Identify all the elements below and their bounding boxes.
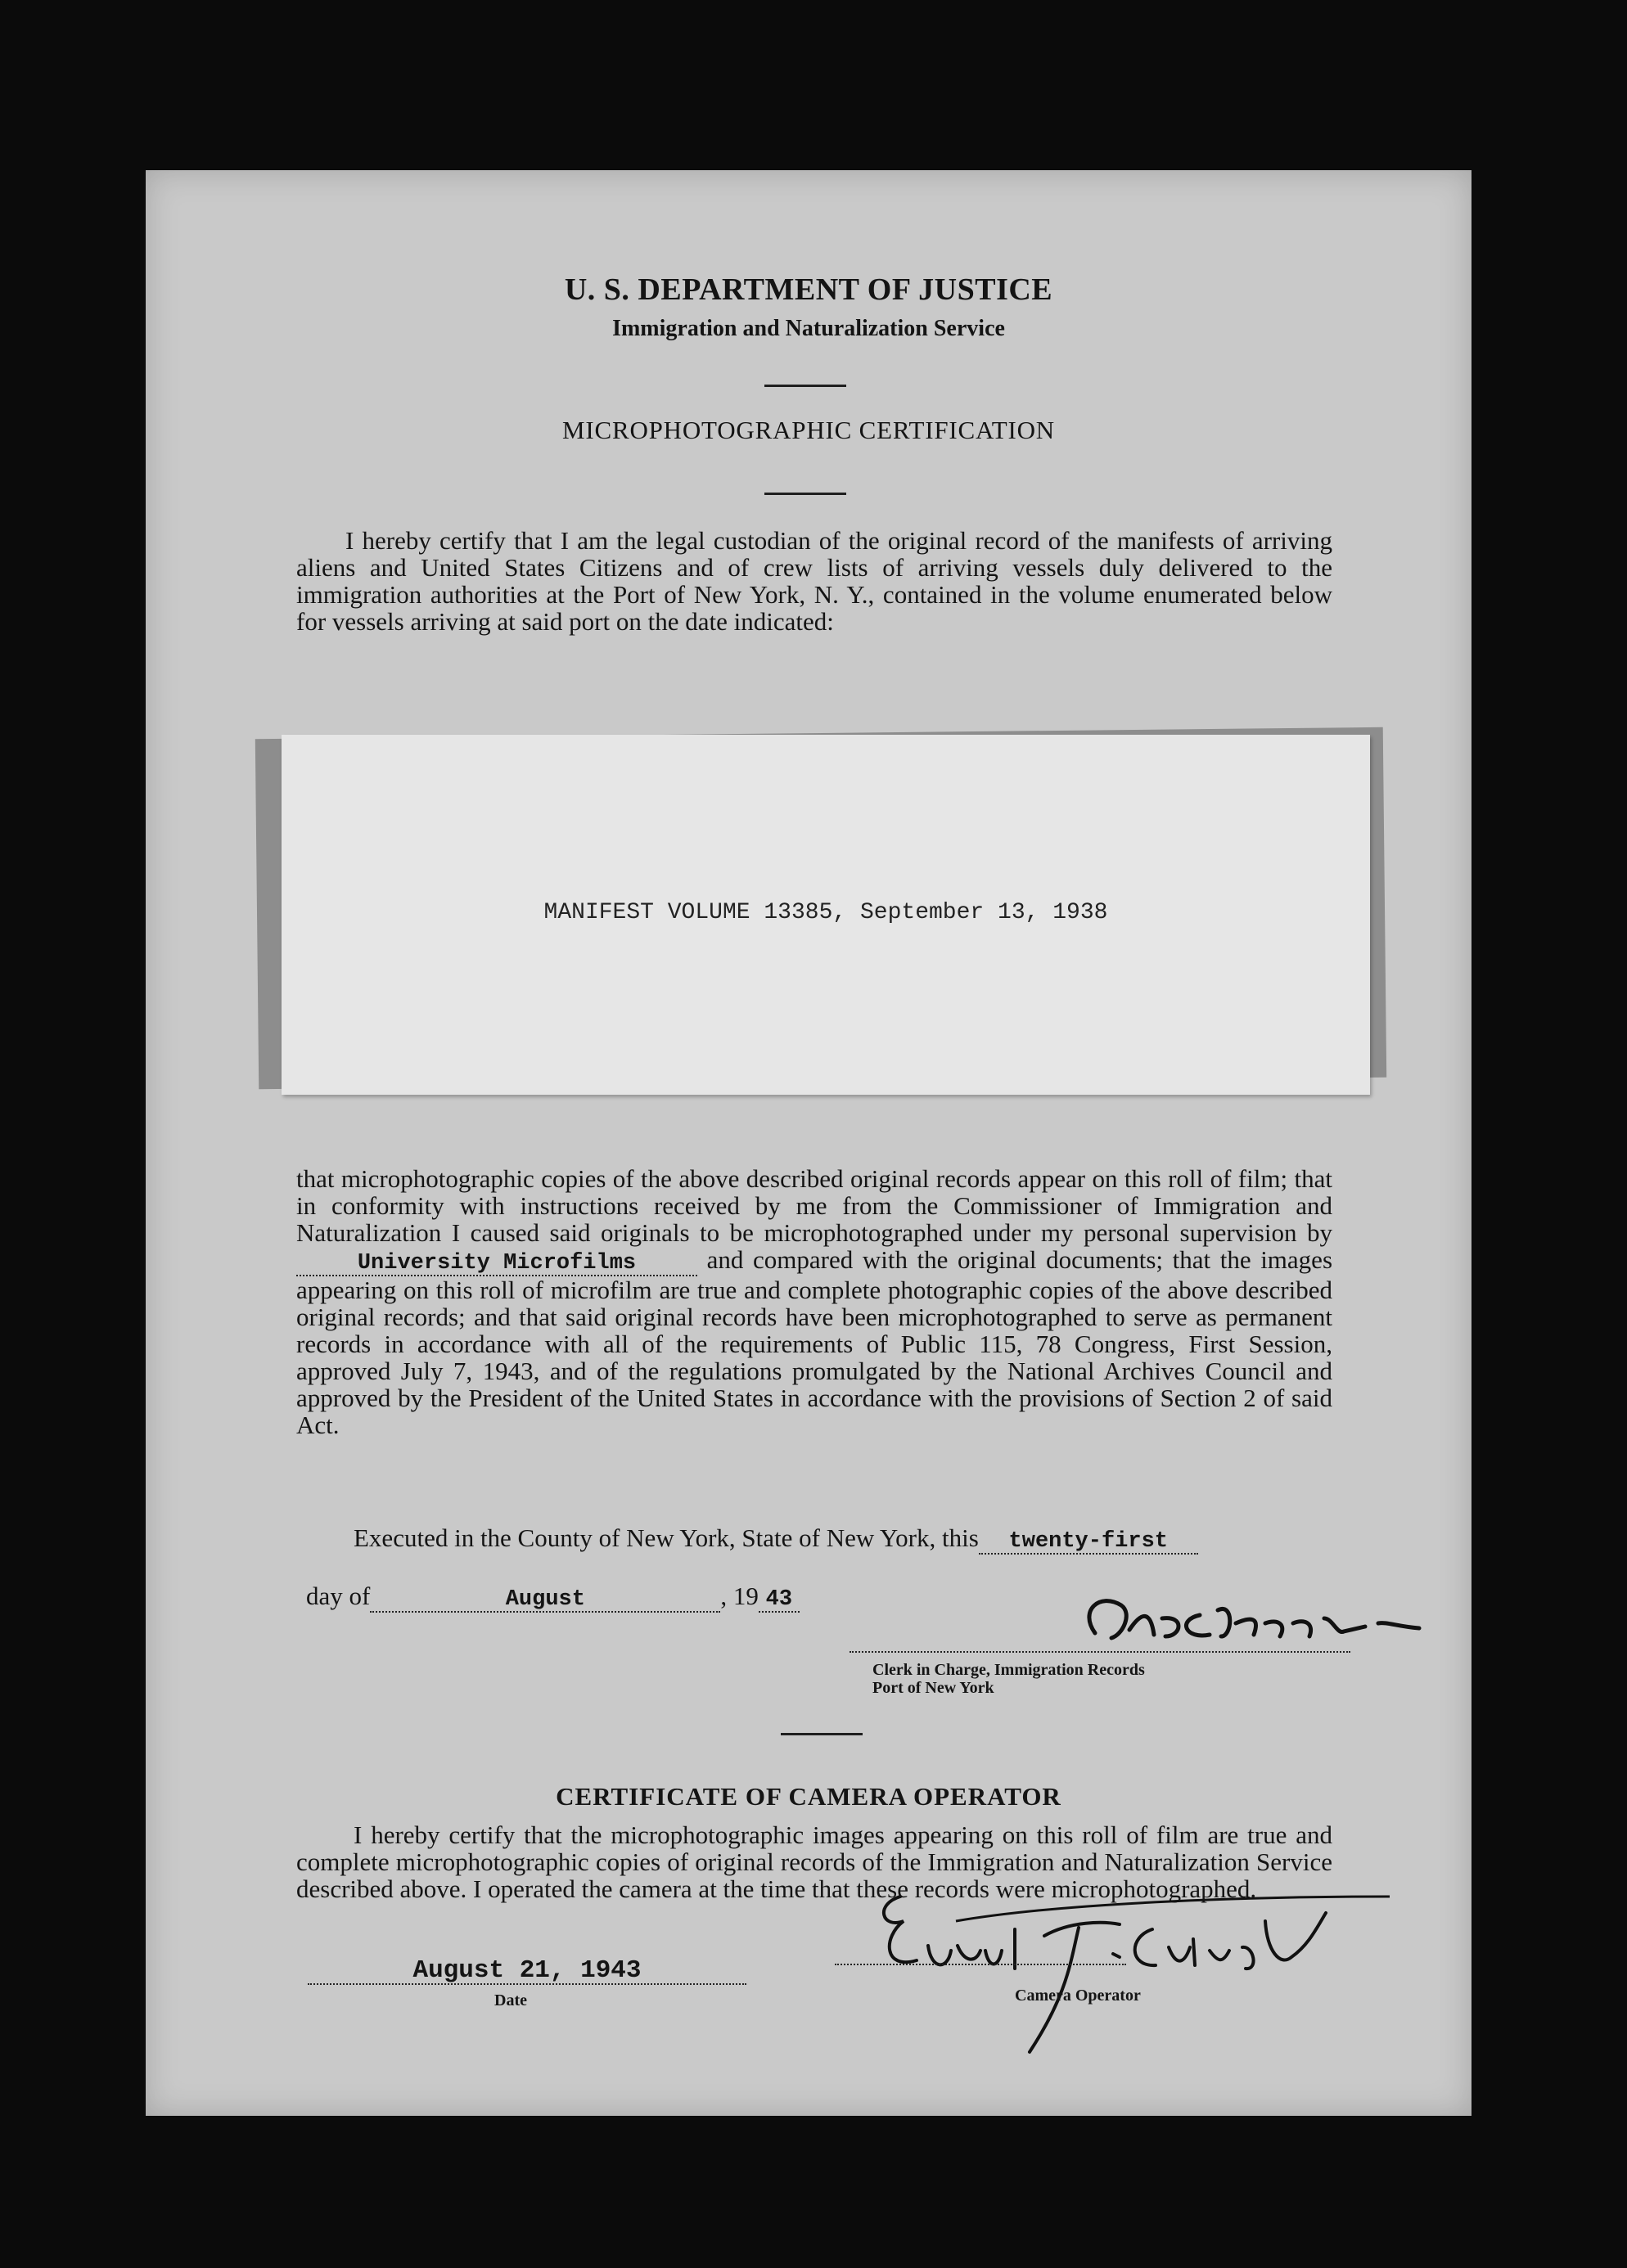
supervisor-name: University Microfilms [296,1252,697,1276]
operator-date-value: August 21, 1943 [308,1959,746,1985]
body-text-part1: that microphotographic copies of the above described original records appear on this roll of film; that in conformity with instructions received by me from the Commissioner of Immigration and Naturalization I caused said originals to be microphotographed under my personal supervision by [296,1164,1332,1247]
camera-operator-signature-line [835,1964,1126,1965]
execution-month: August [370,1588,720,1613]
intro-paragraph: I hereby certify that I am the legal custodian of the original record of the manifests of arriving aliens and United States Citizens and of crew lists of arriving vessels duly delivered to the immigration authorities at the Port of New York, N. Y., contained in the volume enumerated below for vessels arriving at said port on the date indicated: [296,526,1332,636]
camera-operator-label: Camera Operator [1015,1987,1141,2005]
execution-text: Executed in the County of New York, State of New York, this [354,1523,979,1552]
camera-operator-signature [825,1872,1414,2077]
camera-operator-statement: I hereby certify that the microphotographic images appearing on this roll of film are true and complete microphotographic copies of original records of the Immigration and Naturalization Service described above. I operated the camera at the time that these records were microphotographed. [296,1820,1332,1903]
certification-body [296,1165,1332,1438]
day-of-label: day of [306,1582,371,1610]
divider [764,493,846,495]
certification-title: MICROPHOTOGRAPHIC CERTIFICATION [562,416,1055,444]
clerk-title: Clerk in Charge, Immigration Records [872,1661,1145,1679]
operator-date-label: Date [494,1991,527,2009]
execution-line [296,1524,1332,1555]
execution-year: 43 [759,1588,800,1613]
execution-date-line [306,1582,800,1613]
year-prefix: , 19 [720,1582,759,1610]
clerk-signature [940,1577,1447,1667]
manifest-volume-text: MANIFEST VOLUME 13385, September 13, 1938 [543,900,1108,925]
camera-operator-heading: CERTIFICATE OF CAMERA OPERATOR [556,1782,1061,1811]
manifest-insert-slip [282,735,1370,1095]
certificate-page [146,170,1472,2116]
divider [781,1733,863,1735]
divider [764,385,846,387]
page-subtitle: Immigration and Naturalization Service [612,316,1005,341]
clerk-port: Port of New York [872,1679,994,1697]
clerk-signature-line [850,1651,1350,1653]
page-title: U. S. DEPARTMENT OF JUSTICE [564,272,1053,307]
body-text-part2: and compared with the original documents; that the images appearing on this roll of microfilm are true and complete photographic copies of the above described original records; and that said original records have been microphotographed to serve as permanent records in accordance with all of the requirements of Public 115, 78 Congress, First Session, approved July 7, 1943, and of the regulations promulgated by the National Archives Council and approved by the President of the United States in accordance with the provisions of Section 2 of said Act. [296,1245,1333,1439]
execution-day: twenty-first [979,1530,1198,1555]
